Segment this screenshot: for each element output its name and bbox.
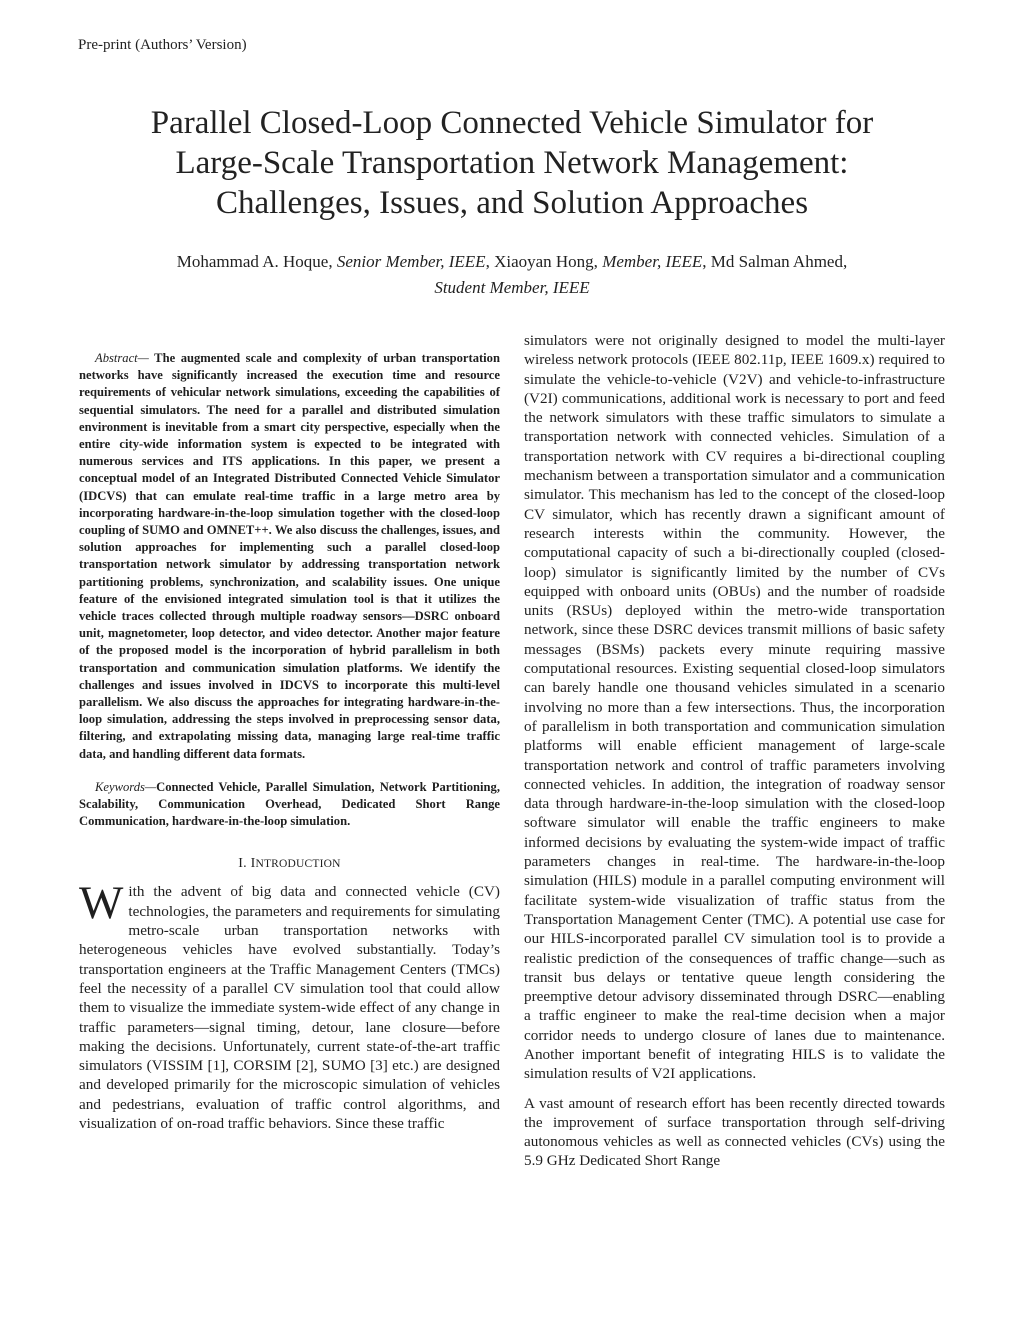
section-title-rest: NTRODUCTION	[255, 858, 341, 871]
author-list	[80, 249, 944, 301]
left-column	[79, 350, 500, 1133]
intro-paragraph-1	[79, 877, 500, 1133]
drop-cap: W	[79, 877, 124, 930]
intro-text-left: ith the advent of big data and connected vehicle (CV) technologies, the parameters and requirements for simulating metro-scale urban transportation networks with heterogeneous vehicles have evolved substantially. Today’s transportation engineers at the Traffic Management Centers (TMCs) feel the necessity of a parallel CV simulation tool that could allow them to visualize the immediate system-wide effect of any change in traffic parameters—signal timing, detour, lane closure—before making the decisions. Unfortunately, current state-of-the-art traffic simulators (VISSIM [1], CORSIM [2], SUMO [3] etc.) are designed and developed primarily for the microscopic simulation of vehicles and pedestrians, evaluation of traffic control algorithms, and visualization of on-road traffic behaviors. Since these traffic	[79, 883, 500, 1133]
abstract	[79, 350, 500, 763]
abstract-label: Abstract—	[95, 351, 149, 365]
abstract-text: The augmented scale and complexity of urban transportation networks have significantly increased the execution time and resource requirements of vehicular network simulations, exceeding the capabilities of sequential simulators. The need for a parallel and distributed simulation environment is inevitable from a smart city perspective, especially when the entire city-wide information system is expected to be integrated with numerous services and ITS applications. In this paper, we present a conceptual model of an Integrated Distributed Connected Vehicle Simulator (IDCVS) that can emulate real-time traffic in a large metro area by incorporating hardware-in-the-loop simulation together with the closed-loop coupling of SUMO and OMNET++. We also discuss the challenges, issues, and solution approaches for implementing such a parallel closed-loop transportation network simulator by addressing transportation network partitioning problems, synchronization, and scalability issues. One unique feature of the envisioned integrated simulation tool is that it utilizes the vehicle traces collected through multiple roadway sensors—DSRC onboard unit, magnetometer, loop detector, and video detector. Another major feature of the proposed model is the incorporation of hybrid parallelism in both transportation and communication simulation platforms. We identify the challenges and issues involved in IDCVS to incorporate this multi-level parallelism. We also discuss the approaches for integrating hardware-in-the-loop simulation, addressing the steps involved in preprocessing sensor data, filtering, and extrapolating missing data, managing large real-time traffic data, and handling different data formats.	[79, 351, 500, 761]
title-line: Challenges, Issues, and Solution Approaches	[215, 185, 809, 221]
intro-paragraph-2: A vast amount of research effort has been recently directed towards the improvement of surface transportation through self-driving autonomous vehicles as well as connected vehicles (CVs) using the 5.9 GHz Dedicated Short Range	[524, 1094, 945, 1170]
intro-paragraph-1-continued: simulators were not originally designed to model the multi-layer wireless network protocols (IEEE 802.11p, IEEE 1609.x) required to simulate the vehicle-to-vehicle (V2V) and vehicle-to-infrastructure (V2I) communications, additional work is necessary to port and feed the network simulators with these traffic simulators to simulate a transportation network with connected vehicles. Simulation of a transportation network with CV requires a bi-directional coupling mechanism between a transportation simulator and a communication simulator. This mechanism has led to the concept of the closed-loop CV simulator, which has recently drawn a significant amount of research interests within the community. However, the computational capacity of such a bi-directionally coupled (closed-loop) simulator is significantly limited by the number of CVs equipped with onboard units (OBUs) and the number of roadside units (RSUs) deployed within the metro-wide transportation network, since these DSRC devices transmit millions of basic safety messages (BSMs) packets every minute requiring massive computational resources. Existing sequential closed-loop simulators can barely handle one thousand vehicles simulated in a scenario involving no more than a few intersections. Thus, the incorporation of parallelism in both transportation and communication simulation platforms will enable efficient management of large-scale transportation network and control of traffic parameters involving connected vehicles. In addition, the integration of roadway sensor data through hardware-in-the-loop simulation with the closed-loop software simulator will enable the traffic engineers to make informed decisions by evaluating the system-wide impact of traffic parameters changes in real-time. The hardware-in-the-loop simulation (HILS) module in a parallel computing environment will facilitate system-wide visualization of traffic status from the Transportation Management Center (TMC). A potential use case for our HILS-incorporated parallel CV simulation tool is to provide a realistic prediction of the consequences of traffic change—such as transit bus delays or tentative queue length considering the preemptive detour advisory disseminated through DSRC—enabling a traffic engineer to make the real-time decision when a major corridor needs to undergo closure of lanes due to maintenance. Another important benefit of integrating HILS is to validate the simulation results of V2I applications.	[524, 332, 945, 1083]
keywords-label: Keywords—	[95, 779, 157, 794]
author-membership: Student Member, IEEE	[434, 278, 590, 297]
author-line-1: Mohammad A. Hoque, Senior Member, IEEE, Xiaoyan Hong, Member, IEEE, Md Salman Ahmed,	[176, 252, 848, 271]
author-name: Mohammad A. Hoque,	[176, 252, 333, 271]
section-number: I.	[238, 856, 247, 872]
author-name: Xiaoyan Hong,	[494, 252, 598, 271]
title-line: Parallel Closed-Loop Connected Vehicle Simulator for	[150, 105, 874, 141]
section-title-initial: I	[250, 856, 256, 872]
keywords	[79, 779, 500, 831]
author-name: Md Salman Ahmed,	[710, 252, 848, 271]
author-line-2	[80, 275, 944, 301]
right-column	[524, 331, 945, 1171]
author-membership: Member, IEEE	[602, 252, 703, 271]
section-heading-introduction	[79, 856, 500, 872]
keywords-text: Connected Vehicle, Parallel Simulation, Network Partitioning, Scalability, Communication Overhead, Dedicated Short Range Communication, hardware-in-the-loop simulation.	[79, 779, 500, 829]
author-membership: Senior Member, IEEE	[336, 252, 486, 271]
preprint-header: Pre-print (Authors’ Version)	[78, 37, 247, 53]
title-line: Large-Scale Transportation Network Management:	[175, 145, 849, 181]
paper-title	[80, 103, 944, 223]
